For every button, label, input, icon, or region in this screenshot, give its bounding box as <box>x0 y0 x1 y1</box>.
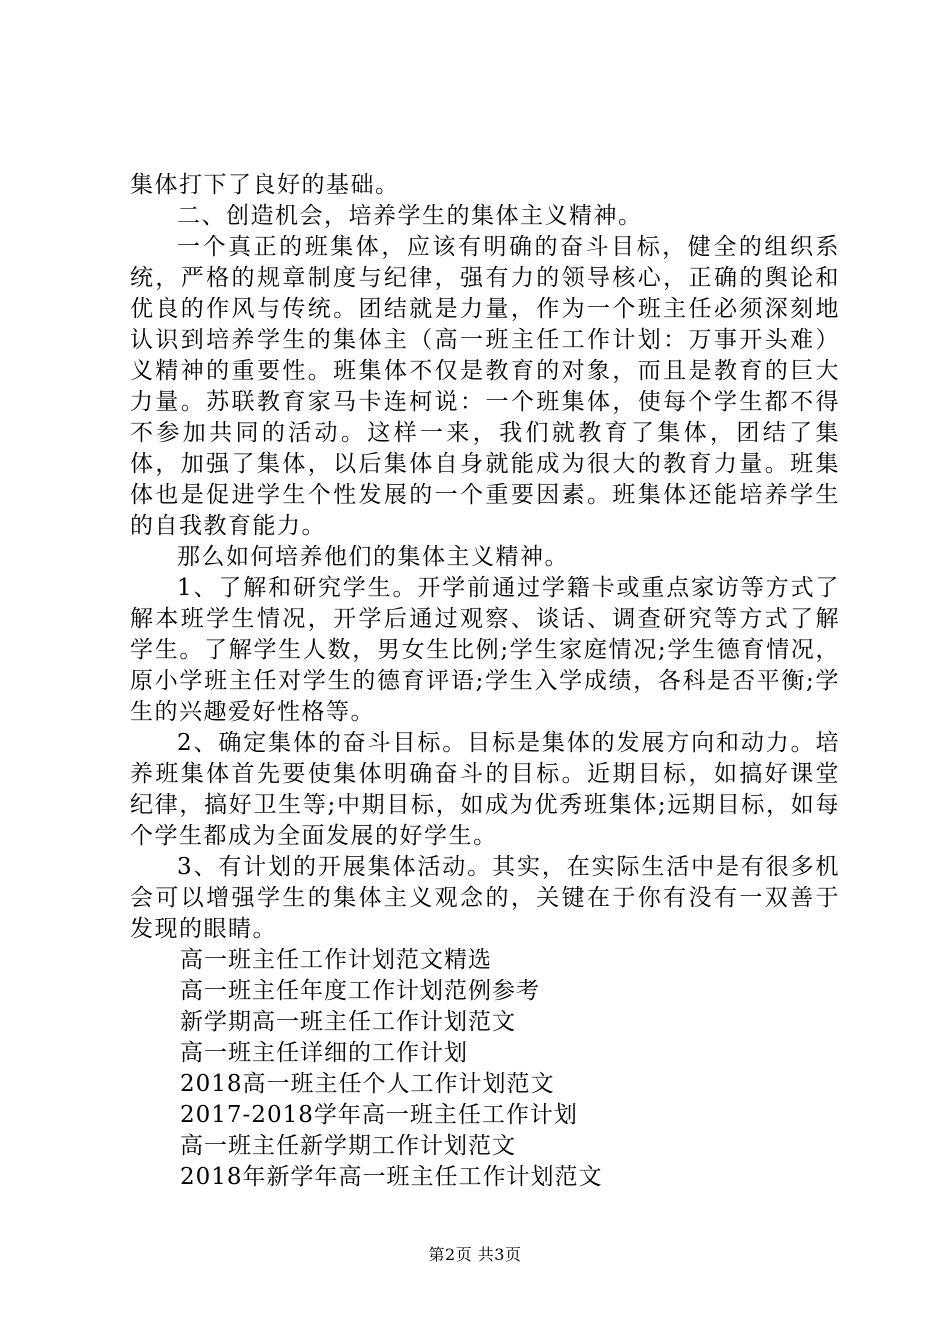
paragraph-step-3: 3、有计划的开展集体活动。其实，在实际生活中是有很多机会可以增强学生的集体主义观念的，关键在于你有没有一双善于发现的眼睛。 <box>130 854 840 942</box>
related-link[interactable]: 高一班主任详细的工作计划 <box>180 1040 468 1066</box>
document-body <box>130 170 840 1193</box>
paragraph-class-collective: 一个真正的班集体，应该有明确的奋斗目标，健全的组织系统，严格的规章制度与纪律，强有力的领导核心，正确的舆论和优良的作风与传统。团结就是力量，作为一个班主任必须深刻地认识到培养学生的集体主（高一班主任工作计划：万事开头难）义精神的重要性。班集体不仅是教育的对象，而且是教育的巨大力量。苏联教育家马卡连柯说：一个班集体，使每个学生都不得不参加共同的活动。这样一来，我们就教育了集体，团结了集体，加强了集体，以后集体自身就能成为很大的教育力量。班集体也是促进学生个性发展的一个重要因素。班集体还能培养学生的自我教育能力。 <box>130 234 840 539</box>
related-articles-list <box>130 945 840 1193</box>
related-link[interactable]: 新学期高一班主任工作计划范文 <box>180 1009 516 1035</box>
section-heading: 二、创造机会，培养学生的集体主义精神。 <box>177 203 643 229</box>
related-link[interactable]: 2018年新学年高一班主任工作计划范文 <box>180 1164 603 1190</box>
related-link[interactable]: 高一班主任工作计划范文精选 <box>180 947 492 973</box>
paragraph-step-2: 2、确定集体的奋斗目标。目标是集体的发展方向和动力。培养班集体首先要使集体明确奋斗的目标。近期目标，如搞好课堂纪律，搞好卫生等;中期目标，如成为优秀班集体;远期目标，如每个学生都成为全面发展的好学生。 <box>130 730 840 849</box>
related-link[interactable]: 2018高一班主任个人工作计划范文 <box>180 1071 555 1097</box>
paragraph-continuation: 集体打下了良好的基础。 <box>130 172 400 198</box>
paragraph-step-1: 1、了解和研究学生。开学前通过学籍卡或重点家访等方式了解本班学生情况，开学后通过观察、谈话、调查研究等方式了解学生。了解学生人数，男女生比例;学生家庭情况;学生德育情况，原小学班主任对学生的德育评语;学生入学成绩，各科是否平衡;学生的兴趣爱好性格等。 <box>130 575 840 725</box>
page-number-footer: 第2页 共3页 <box>428 1245 522 1264</box>
paragraph-question: 那么如何培养他们的集体主义精神。 <box>177 544 569 570</box>
related-link[interactable]: 高一班主任年度工作计划范例参考 <box>180 978 540 1004</box>
related-link[interactable]: 2017-2018学年高一班主任工作计划 <box>180 1102 578 1128</box>
related-link[interactable]: 高一班主任新学期工作计划范文 <box>180 1133 516 1159</box>
